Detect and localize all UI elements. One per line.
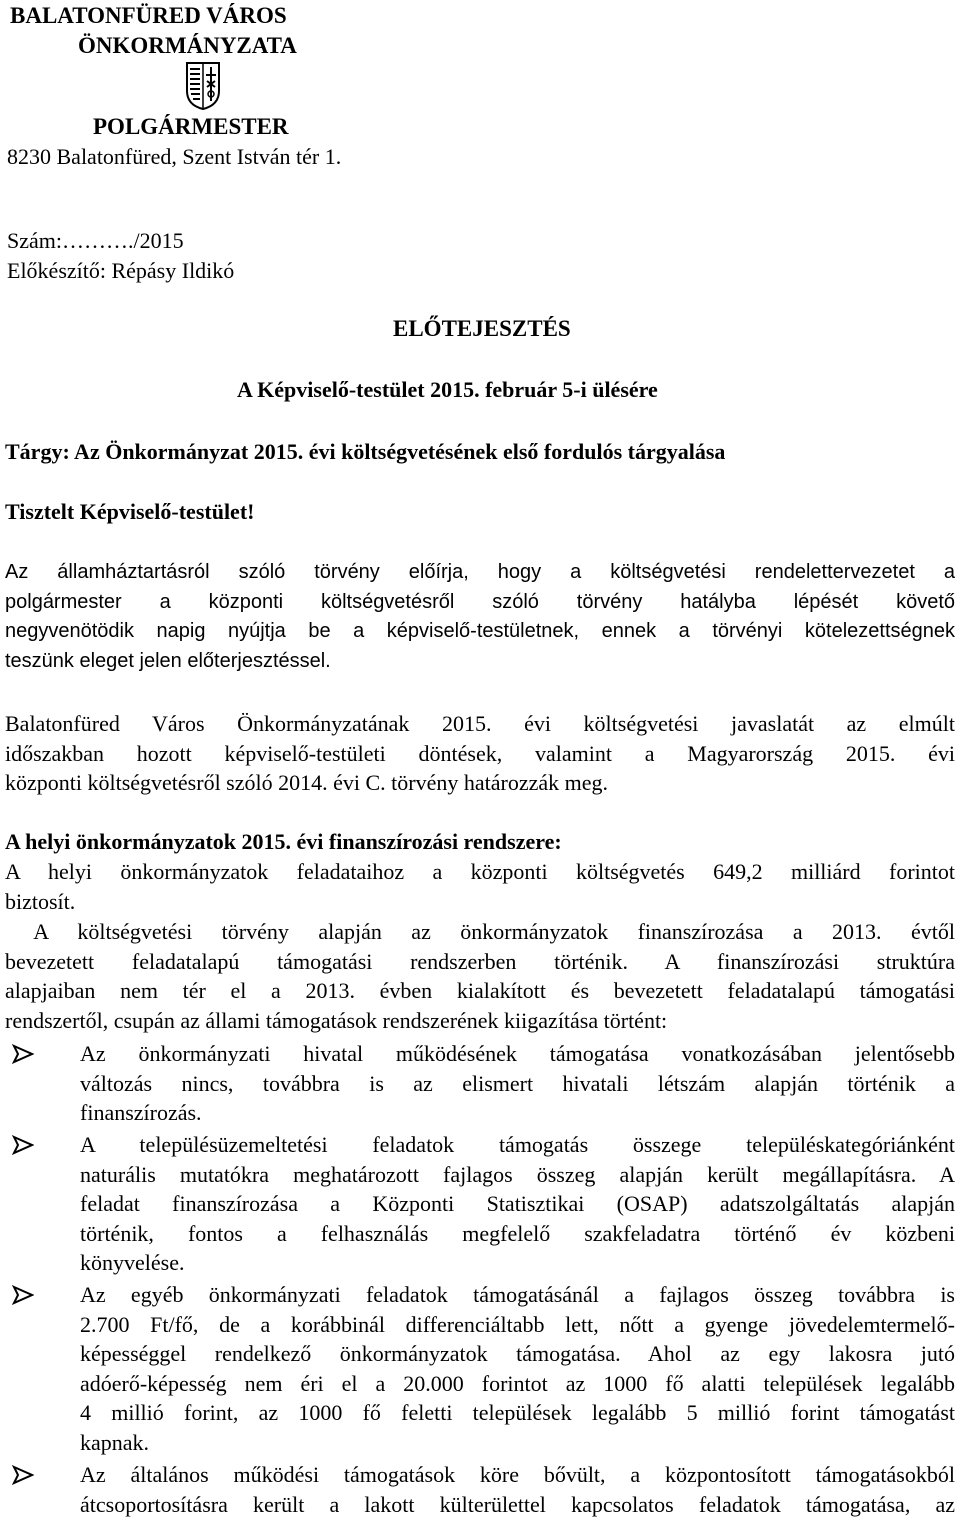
text-line: biztosít.	[5, 888, 76, 914]
office-title: POLGÁRMESTER	[93, 114, 289, 139]
text-line: A költségvetési törvény alapján az önkormányzatok finanszírozása a 2013. évtől	[5, 919, 955, 944]
text-line: Az önkormányzati hivatal működésének támogatása vonatkozásában jelentősebb	[80, 1041, 955, 1066]
text-line: Az általános működési támogatások köre bővült, a központosított támogatásokból	[80, 1462, 955, 1487]
text-line: 2.700 Ft/fő, de a korábbinál differenciáltabb lett, nőtt a gyenge jövedelemtermelő-	[80, 1311, 955, 1337]
text-line: alapjaiban nem tér el a 2013. évben kialakított és bevezetett feladatalapú támogatási	[5, 978, 955, 1003]
text-line: rendszertől, csupán az állami támogatások rendszerének kiigazítása történt:	[5, 1007, 668, 1033]
file-number: Szám:………./2015	[7, 228, 184, 253]
arrowhead-bullet-icon	[12, 1285, 34, 1305]
text-line: központi költségvetésről szóló 2014. évi C. törvény határozzák meg.	[5, 770, 609, 795]
org-name-line1: BALATONFÜRED VÁROS	[10, 3, 287, 28]
salutation: Tisztelt Képviselő-testület!	[5, 499, 255, 524]
text-line: negyvenötödik napig nyújtja be a képviselő-testületnek, ennek a törvényi kötelezettségnek	[5, 620, 955, 642]
text-line: képességgel rendelkező önkormányzatok támogatása. Ahol az egy lakosra jutó	[80, 1341, 955, 1366]
text-line: változás nincs, továbbra is az elismert hivatali létszám alapján történik a	[80, 1070, 955, 1096]
text-line: Az egyéb önkormányzati feladatok támogatásánál a fajlagos összeg továbbra is	[80, 1282, 955, 1307]
coat-of-arms-icon	[185, 61, 221, 111]
funding-paragraph	[5, 857, 955, 916]
text-line: polgármester a központi költségvetésről szóló törvény hatályba lépését követő	[5, 590, 955, 613]
text-line: átcsoportosításra került a lakott külterülettel kapcsolatos feladatok támogatása, az	[80, 1491, 955, 1517]
text-line: naturális mutatókra meghatározott fajlagos összeg alapján került megállapításra. A	[80, 1161, 955, 1187]
org-name-line2: ÖNKORMÁNYZATA	[78, 33, 297, 58]
text-line: időszakban hozott képviselő-testületi döntések, valamint a Magyarország 2015. évi	[5, 740, 955, 766]
text-line: kapnak.	[80, 1429, 150, 1455]
list-item	[80, 1460, 955, 1519]
list-item	[80, 1280, 955, 1457]
preparer: Előkészítő: Répásy Ildikó	[7, 258, 235, 283]
office-address: 8230 Balatonfüred, Szent István tér 1.	[7, 144, 342, 169]
text-line: A helyi önkormányzatok feladataihoz a központi költségvetés 649,2 milliárd forintot	[5, 859, 955, 884]
structure-paragraph	[5, 917, 955, 1035]
text-line: adóerő-képesség nem éri el a 20.000 forintot az 1000 fő alatti települések legalább	[80, 1370, 955, 1396]
text-line: Balatonfüred Város Önkormányzatának 2015. évi költségvetési javaslatát az elmúlt	[5, 711, 955, 736]
list-item	[80, 1130, 955, 1278]
meeting-line: A Képviselő-testület 2015. február 5-i ülésére	[237, 377, 658, 402]
text-line: könyvelése.	[80, 1250, 185, 1275]
text-line: A településüzemeltetési feladatok támogatás összege településkategóriánként	[80, 1132, 955, 1157]
text-line: történik, fontos a felhasználás megfelelő szakfeladatra történő év közbeni	[80, 1220, 955, 1246]
text-line: Az államháztartásról szóló törvény előírja, hogy a költségvetési rendelettervezetet a	[5, 561, 955, 583]
budget-paragraph	[5, 709, 955, 798]
list-item	[80, 1039, 955, 1128]
intro-paragraph	[5, 558, 955, 676]
text-line: 4 millió forint, az 1000 fő feletti települések legalább 5 millió forint támogatást	[80, 1400, 955, 1425]
doc-type-title: ELŐTEJESZTÉS	[393, 316, 571, 341]
arrowhead-bullet-icon	[12, 1135, 34, 1155]
text-line: finanszírozás.	[80, 1100, 202, 1125]
subject-line: Tárgy: Az Önkormányzat 2015. évi költségvetésének első fordulós tárgyalása	[5, 439, 726, 464]
text-line: bevezetett feladatalapú támogatási rendszerben történik. A finanszírozási struktúra	[5, 948, 955, 974]
arrowhead-bullet-icon	[12, 1044, 34, 1064]
text-line: feladat finanszírozása a Központi Statisztikai (OSAP) adatszolgáltatás alapján	[80, 1191, 955, 1216]
arrowhead-bullet-icon	[12, 1465, 34, 1485]
text-line: teszünk eleget jelen előterjesztéssel.	[5, 649, 331, 672]
section-heading: A helyi önkormányzatok 2015. évi finanszírozási rendszere:	[5, 829, 562, 854]
